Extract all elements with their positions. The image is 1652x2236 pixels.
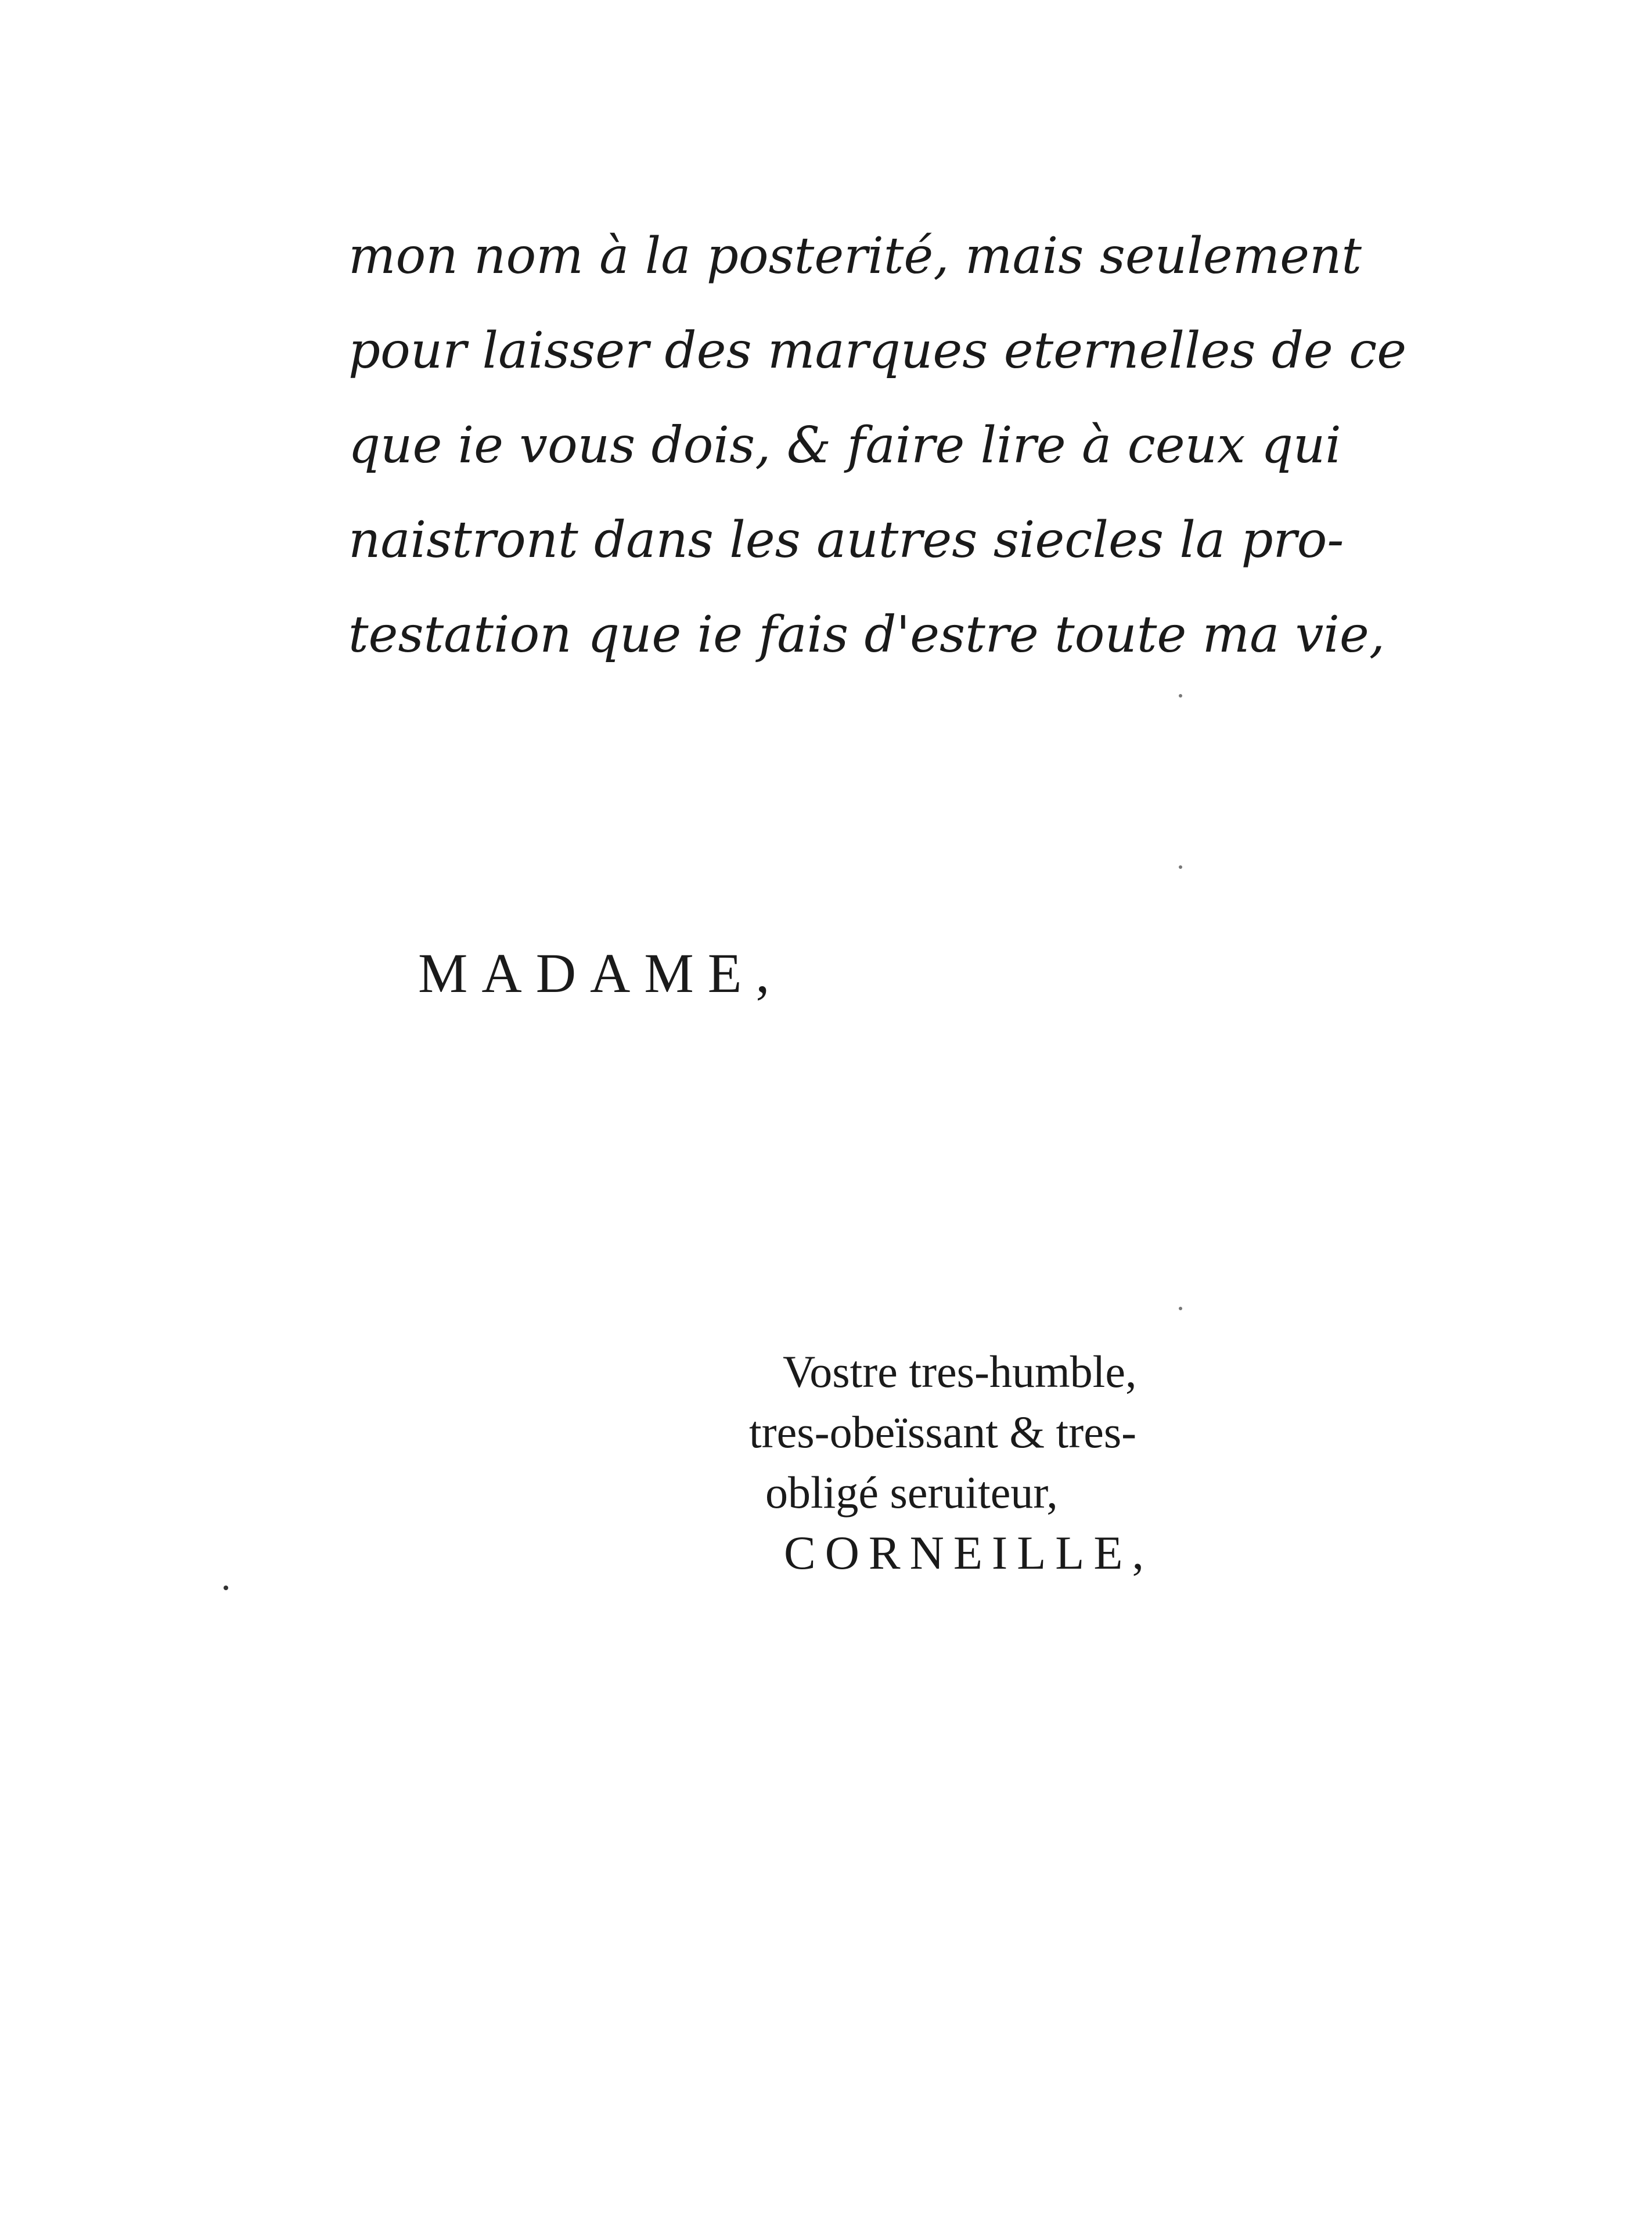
scan-speck [224,1586,228,1590]
signature-block [749,1342,1208,1583]
body-line: mon nom à la posterité, mais seulement [348,227,1362,285]
body-line: pour laisser des marques eternelles de ce [348,322,1407,380]
body-line: naistront dans les autres siecles la pro- [348,511,1344,569]
body-line: que ie vous dois, & faire lire à ceux qui [348,416,1341,474]
body-paragraph [348,209,1407,682]
scan-speck [1179,1307,1182,1310]
salutation: MADAME, [418,942,784,1004]
signature-line: tres-obeïssant & tres- [749,1407,1137,1457]
signature-name: CORNEILLE, [784,1526,1153,1579]
signature-line: Vostre tres-humble, [783,1346,1137,1397]
scan-speck [1179,694,1182,698]
signature-line: obligé seruiteur, [765,1467,1058,1518]
body-line: testation que ie fais d'estre toute ma vie, [348,606,1385,664]
scan-speck [1179,865,1182,869]
